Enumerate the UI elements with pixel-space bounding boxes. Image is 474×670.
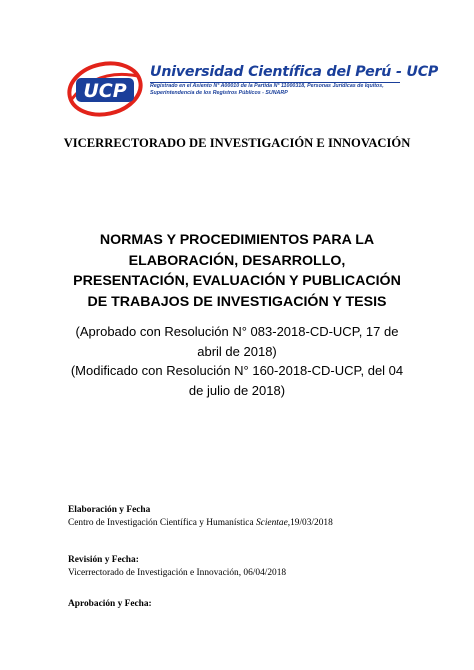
logo-text	[150, 64, 439, 97]
university-name: Universidad Científica del Perú - UCP	[150, 64, 439, 80]
title-line: DE TRABAJOS DE INVESTIGACIÓN Y TESIS	[87, 293, 387, 310]
revision-block	[68, 554, 448, 579]
resolution-line: de julio de 2018)	[188, 382, 286, 398]
elaboracion-value	[68, 517, 448, 530]
resolution-line: (Aprobado con Resolución N° 083-2018-CD-UCP, 17 de	[75, 324, 399, 339]
title-line: ELABORACIÓN, DESARROLLO,	[128, 252, 346, 269]
vicerrectorado-heading: VICERRECTORADO DE INVESTIGACIÓN E INNOVACIÓN	[63, 136, 411, 150]
title-line: PRESENTACIÓN, EVALUACIÓN Y PUBLICACIÓN	[73, 273, 401, 289]
resolution-line: (Modificado con Resolución N° 160-2018-CD-UCP, del 04	[70, 363, 404, 378]
university-header	[66, 60, 439, 118]
ucp-logo	[66, 60, 144, 118]
resolution-line: abril de 2018)	[197, 343, 277, 359]
registry-line-1: Registrado en el Asiento N° A00010 de la Partida N° 11000318, Personas Jurídicas de Iquitos,	[150, 83, 384, 90]
elaboracion-block	[68, 504, 448, 529]
document-title	[40, 230, 434, 312]
elaboracion-date: 19/03/2018	[290, 517, 333, 528]
revision-value: Vicerrectorado de Investigación e Innovación, 06/04/2018	[68, 567, 287, 578]
aprobacion-block	[68, 598, 448, 611]
elaboracion-value-italic: Scientae,	[255, 517, 291, 528]
elaboracion-value-main: Centro de Investigación Científica y Humanística	[68, 517, 256, 528]
logo-abbr: UCP	[83, 80, 127, 102]
registry-line-2: Superintendencia de los Registros Públicos - SUNARP	[150, 90, 288, 97]
elaboracion-label: Elaboración y Fecha	[68, 505, 151, 515]
resolution-notes	[55, 322, 419, 400]
title-line: NORMAS Y PROCEDIMIENTOS PARA LA	[99, 232, 375, 248]
revision-label: Revisión y Fecha:	[68, 555, 139, 565]
aprobacion-label: Aprobación y Fecha:	[68, 599, 152, 609]
